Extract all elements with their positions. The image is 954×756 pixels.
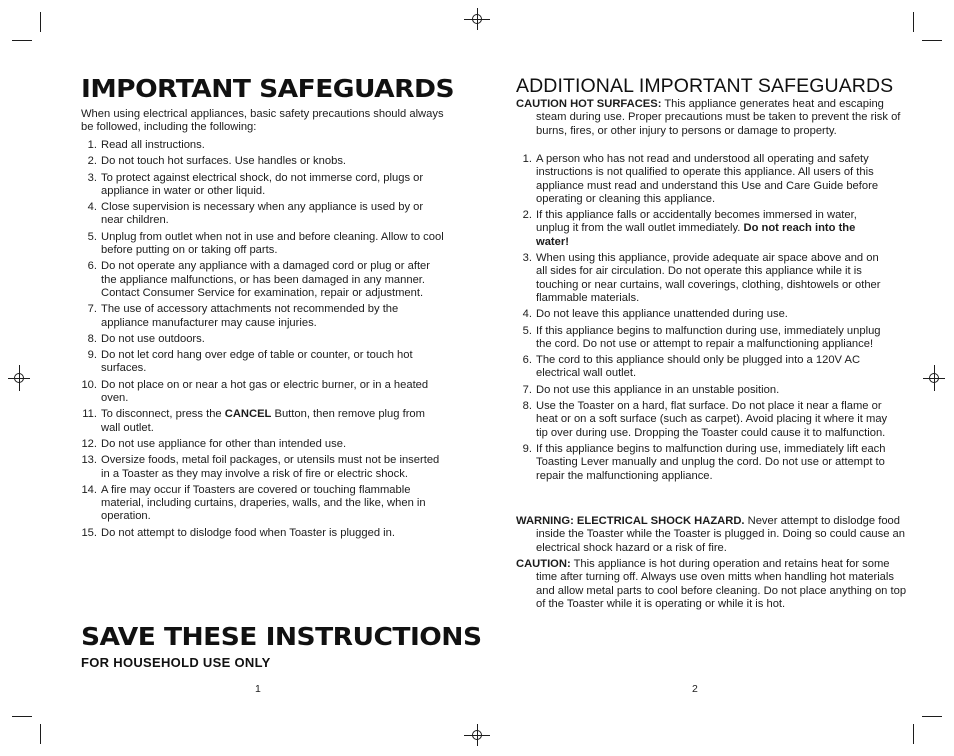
list-item-number: 5. xyxy=(522,324,532,337)
list-item-number: 15. xyxy=(81,526,97,539)
list-item-text: Oversize foods, metal foil packages, or utensils must not be inserted in a Toaster as they may involve a risk of fire or electric shock. xyxy=(101,454,440,480)
warning-paragraph xyxy=(516,515,908,555)
list-item-text: Do not let cord hang over edge of table or counter, or touch hot surfaces. xyxy=(101,349,413,375)
save-instructions-title: SAVE THESE INSTRUCTIONS xyxy=(81,622,482,651)
list-item-text: Do not leave this appliance unattended during use. xyxy=(536,308,788,321)
list-item-number: 8. xyxy=(522,400,532,413)
crop-mark xyxy=(913,724,914,744)
list-item-text: Do not place on or near a hot gas or electric burner, or in a heated oven. xyxy=(101,378,429,405)
list-item-text: When using this appliance, provide adequate air space above and on all sides for air circulation. Do not operate this appliance while it is touching or near curtains, wall coverings, clothing, dishtowels or other flammable materials. xyxy=(536,252,881,304)
household-use-subtitle: FOR HOUSEHOLD USE ONLY xyxy=(81,655,271,670)
safeguards-list xyxy=(81,139,445,543)
list-item-text: Do not operate any appliance with a damaged cord or plug or after the appliance malfunctions, or has been damaged in any manner. Contact Consumer Service for examination, repair or adjustment. xyxy=(101,260,430,299)
list-item-number: 11. xyxy=(82,408,97,421)
list-item xyxy=(81,527,445,540)
list-item xyxy=(81,139,445,152)
crop-mark xyxy=(40,724,41,744)
list-item xyxy=(516,400,888,440)
list-item-number: 6. xyxy=(522,354,532,367)
list-item xyxy=(516,209,888,249)
list-item-text: Do not use outdoors. xyxy=(101,332,205,345)
caution-hot-label: CAUTION HOT SURFACES: xyxy=(516,98,662,110)
list-item-number: 10. xyxy=(81,378,97,391)
page-number: 2 xyxy=(692,683,698,695)
list-item xyxy=(81,333,445,346)
list-item-text: To protect against electrical shock, do not immerse cord, plugs or appliance in water or other liquid. xyxy=(101,171,424,197)
list-item-number: 13. xyxy=(81,454,97,467)
additional-safeguards-title: ADDITIONAL IMPORTANT SAFEGUARDS xyxy=(516,75,894,97)
list-item-text: To disconnect, press the xyxy=(101,408,225,421)
list-item-number: 6. xyxy=(87,260,97,273)
list-item-number: 9. xyxy=(522,442,532,455)
list-item-bold-text: CANCEL xyxy=(224,408,272,421)
crop-mark xyxy=(12,716,32,717)
list-item-text: Do not attempt to dislodge food when Toaster is plugged in. xyxy=(101,526,395,539)
list-item-bold-text: Do not reach into the water! xyxy=(536,222,856,248)
list-item-text: Unplug from outlet when not in use and before cleaning. Allow to cool before putting on or taking off parts. xyxy=(101,230,444,257)
list-item xyxy=(81,172,445,199)
list-item xyxy=(516,384,888,397)
list-item xyxy=(516,308,888,321)
list-item xyxy=(81,303,445,330)
caution-hot-surfaces-paragraph xyxy=(516,98,908,138)
list-item-text: Do not touch hot surfaces. Use handles or knobs. xyxy=(101,155,347,168)
warning-label: WARNING: ELECTRICAL SHOCK HAZARD. xyxy=(516,515,745,527)
list-item-number: 2. xyxy=(87,155,97,168)
list-item-number: 4. xyxy=(87,201,97,214)
list-item xyxy=(81,379,445,406)
list-item xyxy=(516,325,888,352)
list-item-number: 14. xyxy=(81,483,97,496)
list-item-text: The use of accessory attachments not recommended by the appliance manufacturer may cause injuries. xyxy=(101,303,399,329)
caution-text: This appliance is hot during operation and retains heat for some time after turning off. Always use oven mitts when handling hot materials and allow metal parts to cool before cleaning. Do not place anything on top of the Toaster while it is operating or while it is hot. xyxy=(536,558,907,610)
list-item xyxy=(81,155,445,168)
list-item-text: Use the Toaster on a hard, flat surface. Do not place it near a flame or heat or on a soft surface (such as carpet). Avoid placing it where it may tip over during use. Dropping the Toaster could cause it to malfunction. xyxy=(536,400,888,439)
warning-text: Never attempt to dislodge food inside the Toaster while the Toaster is plugged in. Doing so could cause an electrical shock hazard or a risk of fire. xyxy=(536,515,906,554)
crop-mark xyxy=(922,40,942,41)
caution-label: CAUTION: xyxy=(516,558,571,570)
list-item-text: Do not use this appliance in an unstable position. xyxy=(536,383,780,396)
list-item xyxy=(516,354,888,381)
list-item-number: 7. xyxy=(522,383,532,396)
list-item-text: Read all instructions. xyxy=(101,139,205,151)
list-item xyxy=(516,443,888,483)
crop-mark xyxy=(913,12,914,32)
list-item-number: 1. xyxy=(87,139,97,151)
list-item xyxy=(81,408,445,435)
list-item xyxy=(81,231,445,258)
list-item-text: Close supervision is necessary when any appliance is used by or near children. xyxy=(101,201,424,227)
list-item-number: 7. xyxy=(87,303,97,316)
crop-mark xyxy=(12,40,32,41)
list-item xyxy=(81,438,445,451)
crop-mark xyxy=(922,716,942,717)
list-item-text: If this appliance falls or accidentally becomes immersed in water, unplug it from the wall outlet immediately. xyxy=(536,209,857,235)
list-item-number: 4. xyxy=(522,308,532,321)
list-item-number: 9. xyxy=(87,349,97,362)
page-title: IMPORTANT SAFEGUARDS xyxy=(81,74,455,103)
list-item-text: The cord to this appliance should only be plugged into a 120V AC electrical wall outlet. xyxy=(536,354,861,380)
list-item xyxy=(81,454,445,481)
caution-paragraph xyxy=(516,558,908,611)
list-item-number: 1. xyxy=(522,153,532,165)
list-item-number: 12. xyxy=(81,437,97,450)
list-item-number: 8. xyxy=(87,332,97,345)
list-item-text: Do not use appliance for other than intended use. xyxy=(101,437,347,450)
list-item-number: 3. xyxy=(87,171,97,184)
crop-mark xyxy=(40,12,41,32)
page-number: 1 xyxy=(255,683,261,695)
list-item-text: A person who has not read and understood all operating and safety instructions is not qualified to operate this appliance. All users of this appliance must read and understand this Use and Care Guide before operating or cleaning this appliance. xyxy=(536,153,879,205)
list-item xyxy=(516,153,888,206)
intro-text: When using electrical appliances, basic safety precautions should always be followed, including the following: xyxy=(81,108,444,134)
list-item xyxy=(81,260,445,300)
list-item-text: If this appliance begins to malfunction during use, immediately lift each Toasting Lever manually and unplug the cord. Do not use or attempt to repair the malfunctioning appliance. xyxy=(536,442,886,482)
list-item-number: 5. xyxy=(87,230,97,243)
list-item-text: Button, then remove plug from wall outlet. xyxy=(101,408,425,434)
list-item-text: A fire may occur if Toasters are covered or touching flammable material, including curtains, draperies, walls, and the like, when in operation. xyxy=(101,483,426,523)
list-item-text: If this appliance begins to malfunction during use, immediately unplug the cord. Do not use or attempt to repair a malfunctioning appliance! xyxy=(536,324,881,350)
list-item xyxy=(81,349,445,376)
list-item-number: 2. xyxy=(522,209,532,222)
list-item xyxy=(81,484,445,524)
list-item-number: 3. xyxy=(522,252,532,265)
additional-safeguards-list xyxy=(516,153,888,486)
caution-hot-text: This appliance generates heat and escaping steam during use. Proper precautions must be taken to prevent the risk of burns, fires, or other injury to persons or damage to property. xyxy=(536,98,901,137)
list-item xyxy=(516,252,888,305)
list-item xyxy=(81,201,445,228)
